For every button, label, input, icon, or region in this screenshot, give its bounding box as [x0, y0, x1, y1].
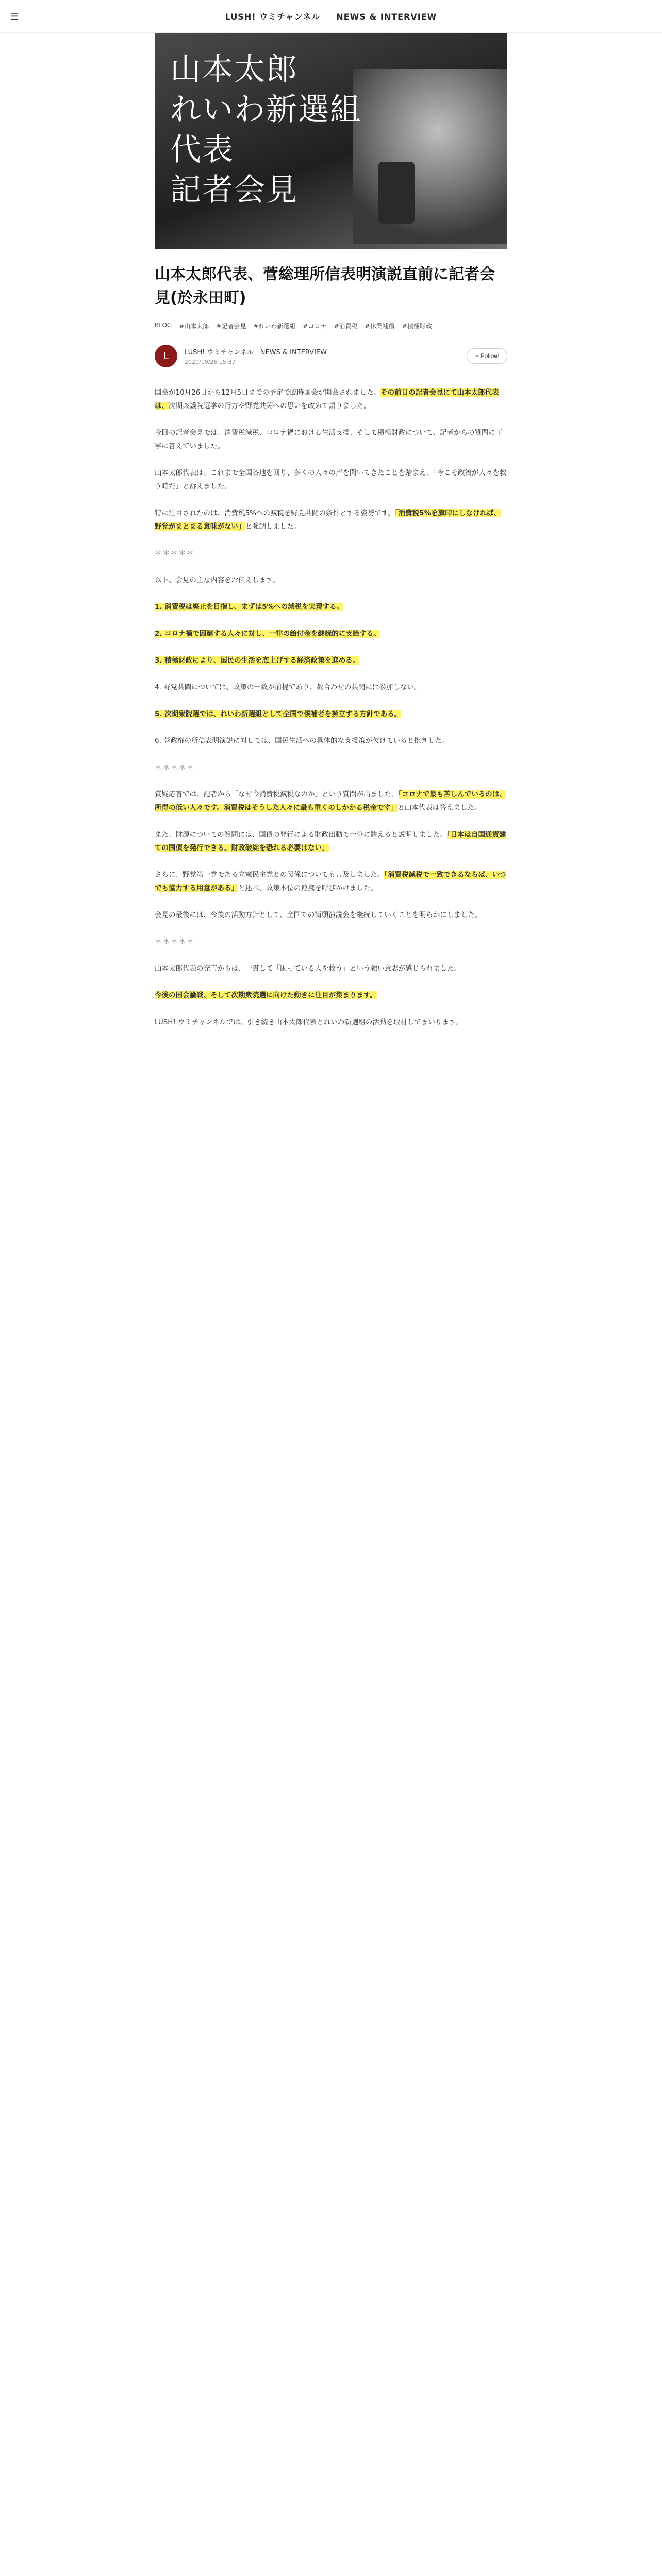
- highlight: 2. コロナ禍で困窮する人々に対し、一律の給付金を継続的に支給する。: [155, 630, 380, 638]
- highlight: 「日本は自国通貨建ての国債を発行できる。財政破綻を恐れる必要はない」: [155, 831, 506, 852]
- section-divider: ＊＊＊＊＊: [155, 549, 195, 557]
- paragraph: 山本太郎代表は、これまで全国各地を回り、多くの人々の声を聞いてきたことを踏まえ、「今こそ政治が人々を救う時だ」と訴えました。: [155, 469, 507, 490]
- paragraph: [155, 386, 507, 413]
- hero-image: [155, 33, 507, 249]
- highlight: 5. 次期衆院選では、れいわ新選組として全国で候補者を擁立する方針である。: [155, 710, 402, 718]
- author-meta: [185, 347, 459, 365]
- top-bar: [0, 0, 662, 33]
- site-title[interactable]: [225, 10, 437, 22]
- tag[interactable]: #れいわ新選組: [253, 323, 296, 330]
- paragraph: 以下、会見の主な内容をお伝えします。: [155, 576, 279, 584]
- paragraph: [155, 828, 507, 855]
- section-divider: ＊＊＊＊＊: [155, 938, 195, 946]
- text: 質疑応答では、記者から「なぜ今消費税減税なのか」という質問が出ました。: [155, 790, 399, 799]
- paragraph: [155, 627, 507, 640]
- highlight: 3. 積極財政により、国民の生活を底上げする経済政策を進める。: [155, 656, 360, 665]
- paragraph: 4. 野党共闘については、政策の一致が前提であり、数合わせの共闘には参加しない。: [155, 683, 421, 691]
- paragraph: LUSH! ウミチャンネルでは、引き続き山本太郎代表とれいわ新選組の活動を取材してまいります。: [155, 1018, 462, 1026]
- tag-list: [155, 321, 507, 330]
- text: と山本代表は答えました。: [398, 804, 482, 812]
- paragraph: [155, 707, 507, 721]
- text: と述べ、政策本位の連携を呼びかけました。: [238, 884, 377, 892]
- paragraph: 会見の最後には、今後の活動方針として、全国での街頭演説会を継続していくことを明らかにしました。: [155, 911, 482, 919]
- follow-button[interactable]: + Follow: [467, 348, 507, 364]
- highlight: その前日の記者会見にて山本太郎代表は、: [155, 388, 499, 410]
- speaker-photo: [353, 69, 507, 244]
- hero-line-4: 記者会見: [170, 172, 298, 208]
- highlight: 1. 消費税は廃止を目指し、まずは5%への減税を実現する。: [155, 603, 344, 611]
- article-title: 山本太郎代表、菅総理所信表明演説直前に記者会見(於永田町): [155, 265, 495, 307]
- tag[interactable]: #積極財政: [402, 323, 432, 330]
- author-name[interactable]: LUSH! ウミチャンネル NEWS & INTERVIEW: [185, 349, 327, 357]
- paragraph: 山本太郎代表の発言からは、一貫して「困っている人を救う」という強い意志が感じられました。: [155, 964, 461, 973]
- section-label: NEWS & INTERVIEW: [336, 12, 437, 22]
- text: 特に注目されたのは、消費税5%への減税を野党共闘の条件とする姿勢です。: [155, 509, 395, 517]
- section-divider: ＊＊＊＊＊: [155, 764, 195, 772]
- paragraph: [155, 868, 507, 895]
- highlight: 「コロナで最も苦しんでいるのは、所得の低い人々です。消費税はそうした人々に最も重くのしかかる税金です」: [155, 790, 506, 812]
- highlight: 「消費税5%を旗印にしなければ、野党がまとまる意味がない」: [155, 509, 501, 531]
- paragraph: [155, 506, 507, 533]
- article-body: [155, 386, 507, 1029]
- tag[interactable]: #記者会見: [216, 323, 246, 330]
- text: 国会が10月26日から12月5日までの予定で臨時国会が開会されました。: [155, 388, 381, 397]
- paragraph: [155, 788, 507, 815]
- author-row: [155, 341, 507, 371]
- paragraph: [155, 989, 507, 1002]
- text: さらに、野党第一党である立憲民主党との関係についても言及しました。: [155, 871, 385, 879]
- tag[interactable]: #コロナ: [303, 323, 327, 330]
- tag[interactable]: #休業補償: [365, 323, 395, 330]
- text: と強調しました。: [245, 522, 301, 531]
- paragraph: 6. 菅政権の所信表明演説に対しては、国民生活への具体的な支援策が欠けていると批判した。: [155, 737, 449, 745]
- microphone-shape: [378, 162, 415, 224]
- tag[interactable]: BLOG: [155, 321, 172, 329]
- highlight: 今後の国会論戦、そして次期衆院選に向けた動きに注目が集まります。: [155, 991, 377, 999]
- text: また、財源についての質問には、国債の発行による財政出動で十分に賄えると説明しました。: [155, 831, 447, 839]
- menu-icon[interactable]: ☰: [10, 11, 19, 22]
- highlight: 「消費税減税で一致できるならば、いつでも協力する用意がある」: [155, 871, 506, 892]
- paragraph: [155, 600, 507, 614]
- hero-line-1: 山本太郎: [170, 52, 298, 88]
- paragraph: 今回の記者会見では、消費税減税、コロナ禍における生活支援、そして積極財政について、記者からの質問に丁寧に答えていました。: [155, 429, 503, 450]
- tag[interactable]: #消費税: [334, 323, 358, 330]
- hero-line-2: れいわ新選組: [170, 92, 362, 128]
- paragraph: [155, 654, 507, 667]
- avatar[interactable]: L: [155, 345, 177, 367]
- article-container: [155, 263, 507, 1042]
- text: 次期衆議院選挙の行方や野党共闘への思いを改めて語りました。: [169, 402, 371, 410]
- hero-title: [170, 49, 362, 210]
- publish-date: 2020/10/26 15:37: [185, 359, 236, 365]
- hero-line-3: 代表: [170, 132, 234, 168]
- tag[interactable]: #山本太郎: [179, 323, 209, 330]
- site-title-text: LUSH! ウミチャンネル: [225, 12, 321, 22]
